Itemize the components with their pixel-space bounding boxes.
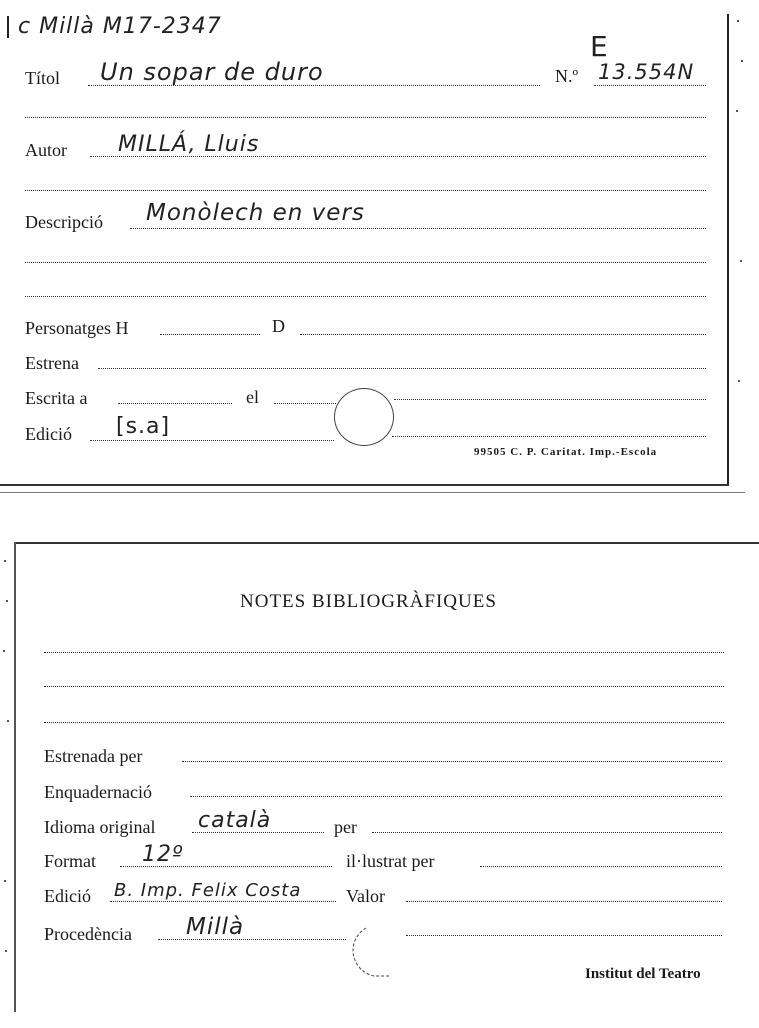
bottom-card-top-border: [14, 542, 759, 544]
notes-line-2: [44, 686, 724, 687]
per-line: [372, 832, 722, 833]
edicio-line-left: [90, 440, 334, 441]
escrita-label: Escrita a: [25, 388, 88, 408]
edicio-line-right: [392, 436, 706, 437]
punch-hole-top: [334, 388, 394, 446]
procedencia-value: Millà: [186, 914, 245, 940]
idioma-label: Idioma original: [44, 817, 156, 837]
idioma-value: català: [198, 808, 272, 833]
speck: [737, 20, 739, 22]
valor-line: [406, 901, 722, 902]
speck: [741, 60, 743, 62]
printer-imprint: 99505 C. P. Caritat. Imp.-Escola: [474, 446, 658, 458]
el-line-right: [394, 399, 706, 400]
edicio-label-top: Edició: [25, 424, 72, 444]
numero-label: N.º: [555, 66, 579, 86]
numero-line: [594, 85, 706, 86]
speck: [4, 560, 6, 562]
speck: [4, 880, 6, 882]
speck: [5, 950, 7, 952]
personatges-label: Personatges H: [25, 318, 129, 338]
speck: [6, 600, 8, 602]
descripcio-label: Descripció: [25, 212, 103, 232]
speck: [7, 720, 9, 722]
el-label: el: [246, 387, 259, 407]
autor-label: Autor: [25, 140, 67, 160]
personatges-d-label: D: [272, 316, 285, 336]
bottom-card-left-border: [14, 542, 16, 1012]
autor-extra-line: [25, 190, 706, 191]
autor-value: MILLÁ, Lluis: [118, 132, 260, 157]
top-card-left-edge: [7, 16, 9, 38]
enquadernacio-label: Enquadernació: [44, 782, 152, 802]
top-card-bottom-border-2: [0, 492, 745, 493]
valor-label: Valor: [346, 886, 385, 906]
illustrat-label: il·lustrat per: [346, 851, 435, 871]
notes-line-3: [44, 722, 724, 723]
top-card-bottom-border: [0, 484, 729, 486]
estrena-line: [98, 368, 706, 369]
edicio-label-bottom: Edició: [44, 886, 91, 906]
descripcio-extra-line-1: [25, 262, 706, 263]
descripcio-extra-line-2: [25, 296, 706, 297]
personatges-h-line: [160, 334, 260, 335]
speck: [738, 380, 740, 382]
speck: [740, 260, 742, 262]
speck: [736, 110, 738, 112]
titol-value: Un sopar de duro: [100, 58, 324, 86]
descripcio-value: Monòlech en vers: [146, 200, 365, 226]
illustrat-line: [480, 866, 722, 867]
el-line-left: [274, 403, 336, 404]
punch-hole-bottom: [346, 922, 412, 982]
estrenada-label: Estrenada per: [44, 746, 143, 766]
descripcio-line: [130, 228, 706, 229]
catalog-note: c Millà M17-2347: [18, 14, 222, 39]
top-card-right-border: [727, 14, 729, 484]
procedencia-label: Procedència: [44, 924, 132, 944]
enquadernacio-line: [190, 796, 722, 797]
notes-heading: NOTES BIBLIOGRÀFIQUES: [240, 591, 497, 612]
edicio-value-bottom: B. Imp. Felix Costa: [114, 880, 302, 901]
speck: [3, 650, 5, 652]
format-label: Format: [44, 851, 96, 871]
procedencia-line-right: [406, 935, 722, 936]
notes-line-1: [44, 652, 724, 653]
personatges-d-line: [300, 334, 706, 335]
titol-label: Títol: [25, 68, 60, 88]
numero-prefix: E: [590, 30, 609, 63]
format-value: 12º: [142, 842, 184, 867]
escrita-line: [118, 403, 232, 404]
numero-value: 13.554N: [598, 60, 695, 84]
edicio-line-bottom: [110, 901, 336, 902]
institut-footer: Institut del Teatro: [585, 966, 701, 982]
estrenada-line: [182, 761, 722, 762]
edicio-value-top: [s.a]: [116, 414, 171, 439]
titol-extra-line: [25, 117, 706, 118]
estrena-label: Estrena: [25, 353, 79, 373]
per-label: per: [334, 817, 357, 837]
